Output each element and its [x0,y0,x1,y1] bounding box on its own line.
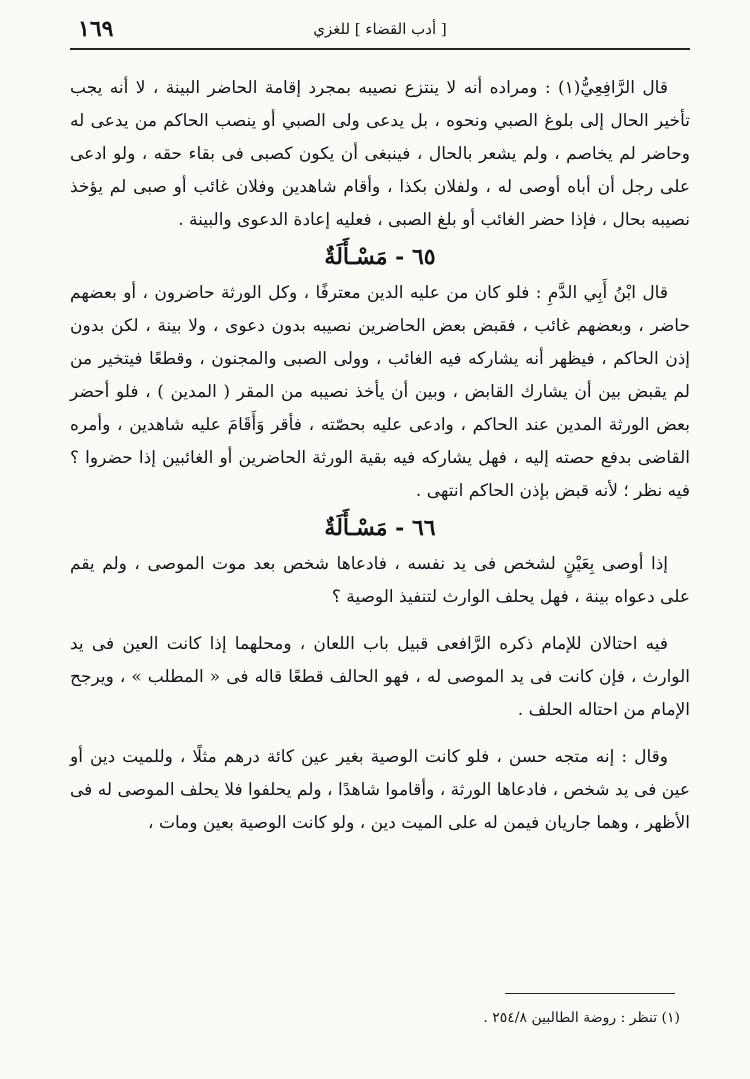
paragraph-66-continued: وقال : إنه متجه حسن ، فلو كانت الوصية بغير عين كائة درهم مثلًا ، وللميت دين أو عين فى يد شخص ، فادعاها الورثة ، وأقاموا شاهدًا ، ولم يحلفوا فلا يحلف الموصى له فى الأظهر ، وهما جاريان فيمن له على الميت دين ، ولو كانت الوصية بعين ومات ، [70,747,690,833]
page-header [70,14,690,50]
paragraph-66-answer: فيه احتالان للإمام ذكره الرَّافعى قبيل باب اللعان ، ومحلهما إذا كانت العين فى يد الوارث ، فإن كانت فى يد الموصى له ، فهو الحالف قطعًا قاله فى « المطلب » ، ويرجح الإمام من احتاله الحلف . [70,634,690,720]
paragraph-65: قال ابْنُ أَبِي الدَّمِ : فلو كان من عليه الدين معترفًا ، وكل الورثة حاضرون ، أو بعضهم حاضر ، وبعضهم غائب ، فقبض بعض الحاضرين نصيبه بدون دعوى ، ولا بينة ، لكن بدون إذن الحاكم ، فيظهر أنه يشاركه فيه الغائب ، وولى الصبى والمجنون ، وقطعًا فيتخير من لم يقبض بين أن يشارك القابض ، وبين أن يأخذ نصيبه من المقر ( المدين ) ، فلو أحضر بعض الورثة المدين عند الحاكم ، وادعى عليه بحصّته ، فأقر وَأَقَامَ عليه شاهدين ، وأمره القاضى بدفع حصته إليه ، فهل يشاركه فيه بقية الورثة الحاضرين أو الغائبين إذا حضروا ؟ فيه نظر ؛ لأنه قبض بإذن الحاكم انتهى . [70,283,690,501]
section-heading-65: ٦٥ - مَسْـأَلَةٌ [324,244,436,270]
footnote-divider [505,993,675,994]
footnote: (١) تنظر : روضة الطالبين ٢٥٤/٨ . [483,1010,680,1026]
paragraph-66-question: إذا أوصى بِعَيْنٍ لشخص فى يد نفسه ، فادعاها شخص بعد موت الموصى ، ولم يقم على دعواه بينة ، فهل يحلف الوارث لتنفيذ الوصية ؟ [70,554,690,607]
page-number: ١٦٩ [78,16,114,42]
paragraph-intro: قال الرَّافِعِيُّ(١) : ومراده أنه لا ينتزع نصيبه بمجرد إقامة الحاضر البينة ، لا أنه يجب تأخير الحال إلى بلوغ الصبي ونحوه ، بل يدعى ولى الصبي أو ينصب الحاكم من يدعى له وحاضر لم يخاصم ، ولم يشعر بالحال ، فينبغى أن يكون كصبى فى بقاء حقه ، ولو ادعى على رجل أن أباه أوصى له ، ولفلان بكذا ، وأقام شاهدين وفلان غائب أو صبى لم يؤخذ نصيبه بحال ، فإذا حضر الغائب أو بلغ الصبى ، فعليه إعادة الدعوى والبينة . [70,78,690,230]
running-title: [ أدب القضاء ] للغزي [313,20,447,38]
section-heading-66: ٦٦ - مَسْـأَلَةٌ [324,515,436,541]
main-text [70,72,690,840]
